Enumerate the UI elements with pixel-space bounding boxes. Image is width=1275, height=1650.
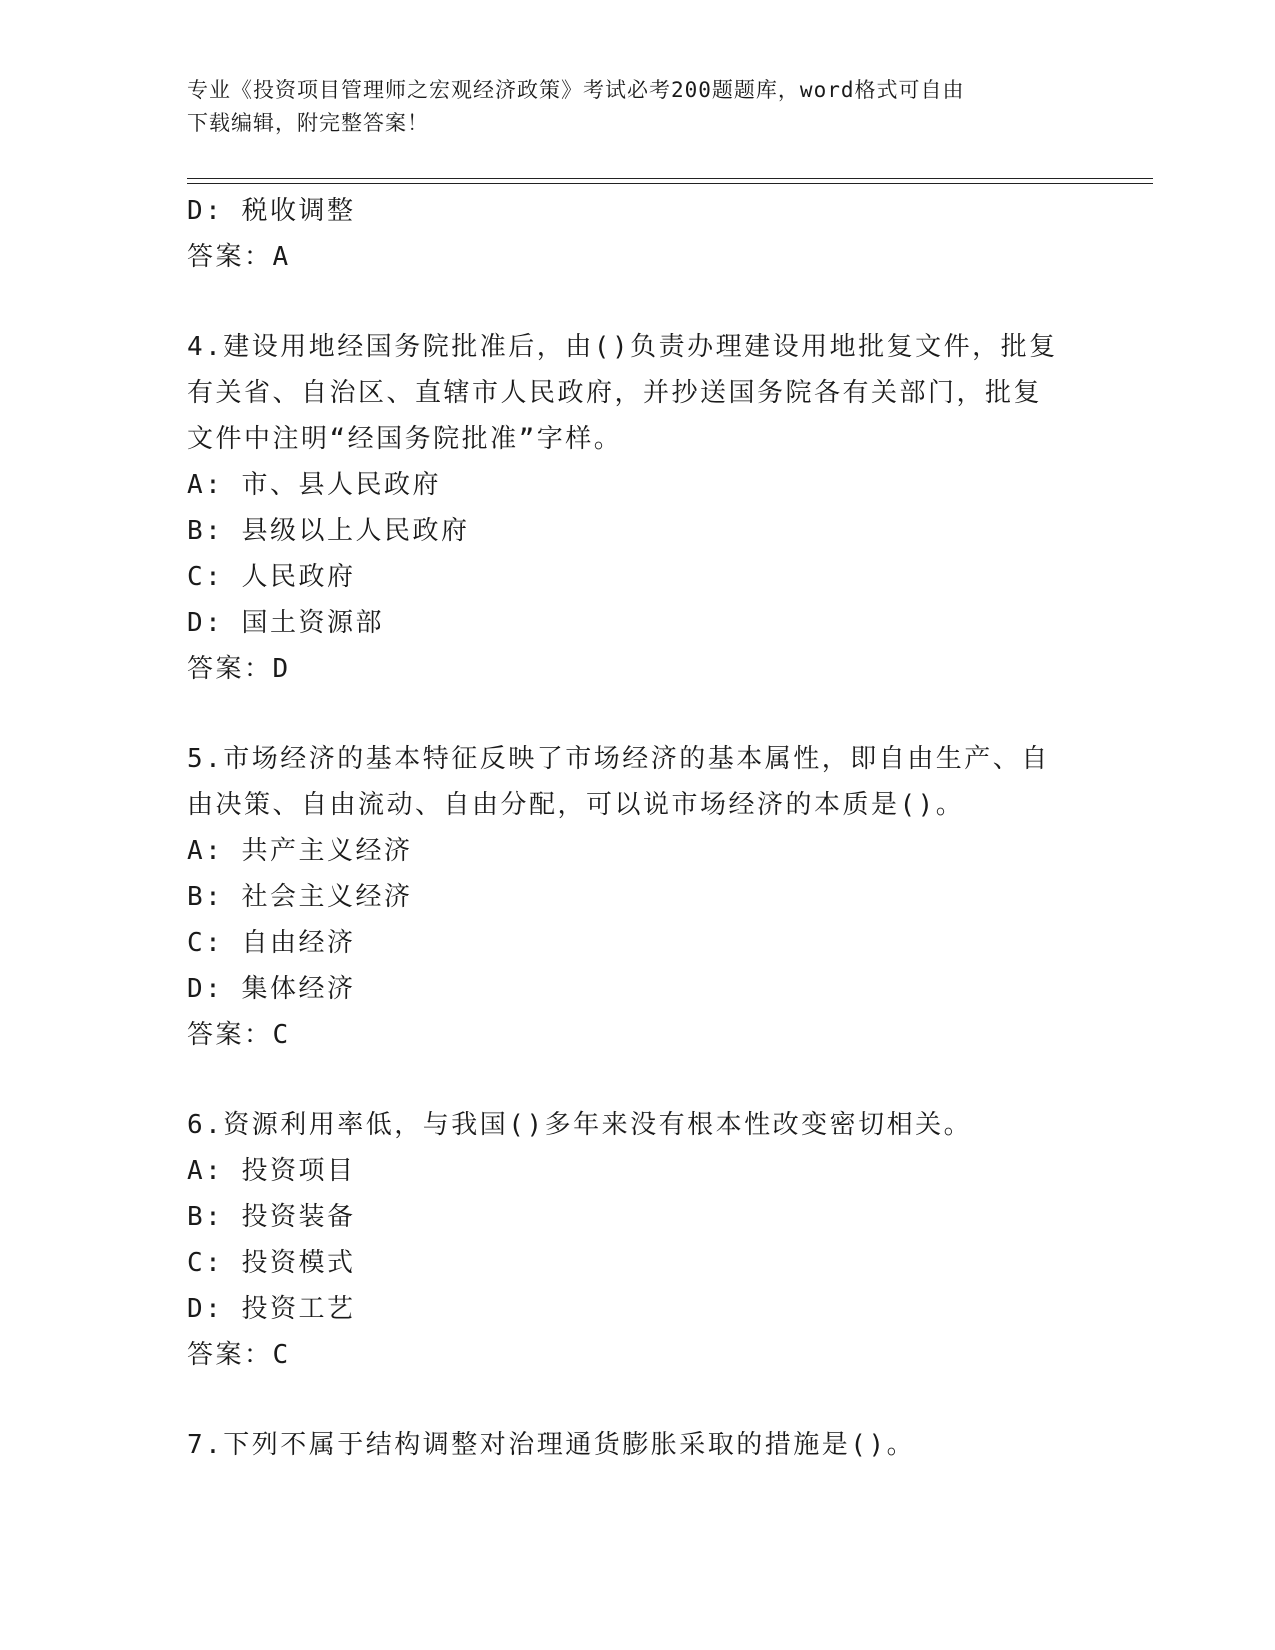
- spacer: [187, 1378, 1067, 1422]
- q6-option-c: C: 投资模式: [187, 1248, 356, 1278]
- header-rule-thin: [187, 178, 1153, 179]
- q3-answer: 答案：A: [187, 242, 291, 272]
- q4-text-line-1: 4.建设用地经国务院批准后，由()负责办理建设用地批复文件，批复: [187, 332, 1058, 362]
- question-3-tail: [187, 188, 1067, 280]
- header-line-2: 下载编辑，附完整答案！: [187, 111, 429, 135]
- q5-option-c: C: 自由经济: [187, 928, 356, 958]
- q4-answer: 答案：D: [187, 654, 291, 684]
- question-5: [187, 736, 1067, 1058]
- spacer: [187, 692, 1067, 736]
- spacer: [187, 1058, 1067, 1102]
- question-4: [187, 324, 1067, 692]
- q5-option-d: D: 集体经济: [187, 974, 356, 1004]
- q5-option-a: A: 共产主义经济: [187, 836, 413, 866]
- q5-option-b: B: 社会主义经济: [187, 882, 413, 912]
- q7-text-line-1: 7.下列不属于结构调整对治理通货膨胀采取的措施是()。: [187, 1430, 916, 1460]
- question-7: [187, 1422, 1067, 1468]
- q4-text-line-3: 文件中注明“经国务院批准”字样。: [187, 424, 623, 454]
- q4-option-b: B: 县级以上人民政府: [187, 516, 470, 546]
- q5-answer: 答案：C: [187, 1020, 291, 1050]
- q6-text-line-1: 6.资源利用率低，与我国()多年来没有根本性改变密切相关。: [187, 1110, 973, 1140]
- q4-option-a: A: 市、县人民政府: [187, 470, 441, 500]
- q6-option-b: B: 投资装备: [187, 1202, 356, 1232]
- q4-option-c: C: 人民政府: [187, 562, 356, 592]
- q3-option-d: D: 税收调整: [187, 196, 356, 226]
- question-list: [187, 188, 1067, 1468]
- header-rule-thick: [187, 183, 1153, 184]
- page-header: [187, 74, 1067, 140]
- q6-option-d: D: 投资工艺: [187, 1294, 356, 1324]
- q5-text-line-1: 5.市场经济的基本特征反映了市场经济的基本属性，即自由生产、自: [187, 744, 1050, 774]
- q5-text-line-2: 由决策、自由流动、自由分配，可以说市场经济的本质是()。: [187, 790, 965, 820]
- q4-option-d: D: 国土资源部: [187, 608, 384, 638]
- header-line-1: 专业《投资项目管理师之宏观经济政策》考试必考200题题库，word格式可自由: [187, 78, 965, 102]
- q6-option-a: A: 投资项目: [187, 1156, 356, 1186]
- q4-text-line-2: 有关省、自治区、直辖市人民政府，并抄送国务院各有关部门，批复: [187, 378, 1043, 408]
- q6-answer: 答案：C: [187, 1340, 291, 1370]
- spacer: [187, 280, 1067, 324]
- question-6: [187, 1102, 1067, 1378]
